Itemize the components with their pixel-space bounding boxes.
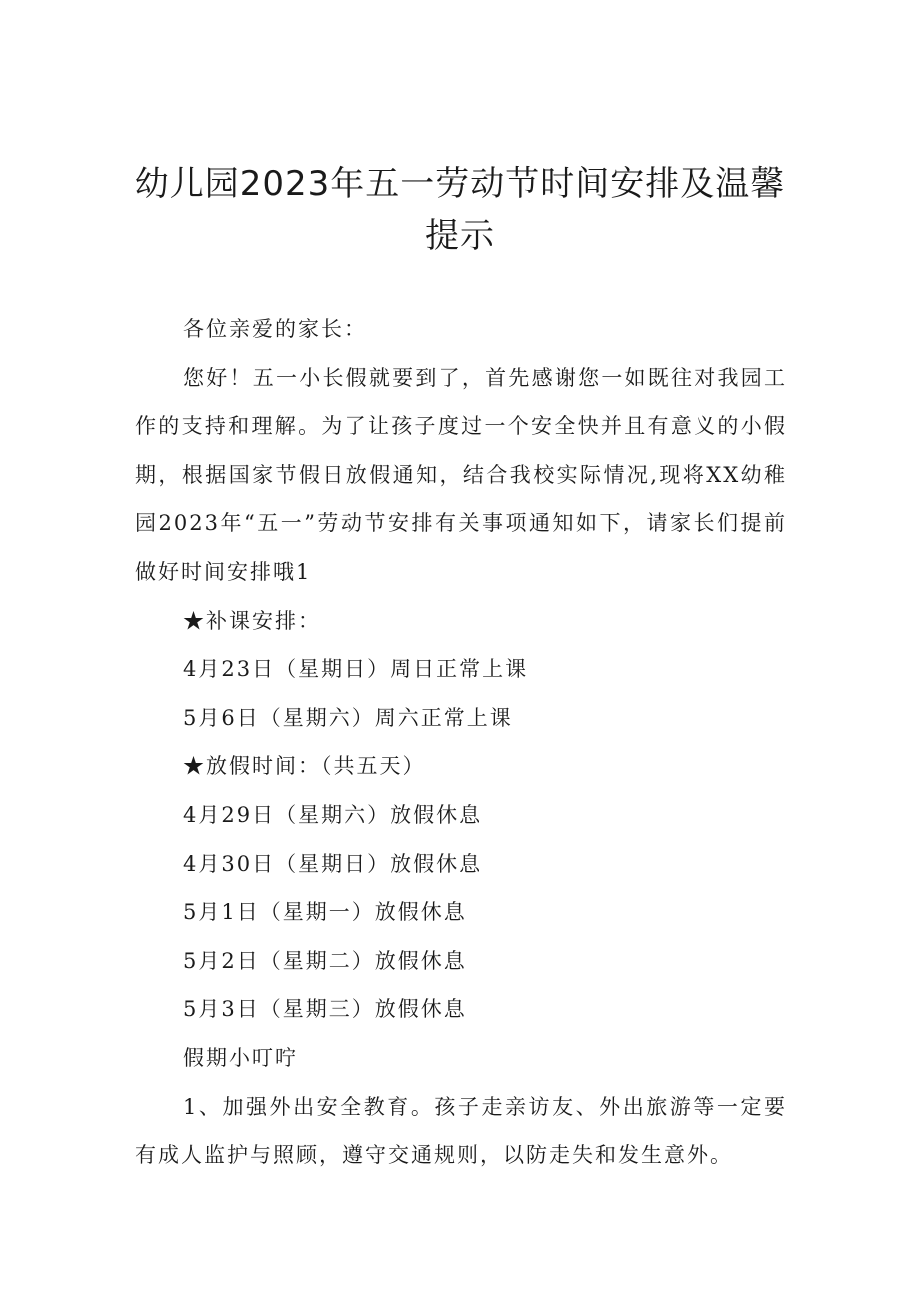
holiday-item: 4月30日（星期日）放假休息 <box>183 851 483 876</box>
intro-paragraph: 您好！五一小长假就要到了，首先感谢您一如既往对我园工作的支持和理解。为了让孩子度过一个安全快并且有意义的小假期，根据国家节假日放假通知，结合我校实际情况,现将XX幼稚园2023年“五一”劳动节安排有关事项通知如下，请家长们提前做好时间安排哦1 <box>135 365 787 584</box>
document-body <box>135 305 787 1180</box>
holiday-item: 5月3日（星期三）放假休息 <box>183 997 467 1022</box>
holiday-item: 5月1日（星期一）放假休息 <box>183 900 467 925</box>
holiday-item: 5月2日（星期二）放假休息 <box>183 948 467 973</box>
tip-paragraph: 1、加强外出安全教育。孩子走亲访友、外出旅游等一定要有成人监护与照顾，遵守交通规则，以防走失和发生意外。 <box>135 1094 787 1168</box>
makeup-class-item: 4月23日（星期日）周日正常上课 <box>183 657 529 682</box>
document-title-line-2: 提示 <box>425 216 495 256</box>
holiday-item: 4月29日（星期六）放假休息 <box>183 802 483 827</box>
tips-heading: 假期小叮咛 <box>183 1045 298 1070</box>
holiday-heading: ★放假时间：（共五天） <box>183 754 426 779</box>
makeup-class-item: 5月6日（星期六）周六正常上课 <box>183 705 513 730</box>
document-title-line-1: 幼儿园2023年五一劳动节时间安排及温馨 <box>134 164 786 204</box>
salutation: 各位亲爱的家长： <box>183 317 367 341</box>
makeup-class-heading: ★补课安排： <box>183 608 321 633</box>
